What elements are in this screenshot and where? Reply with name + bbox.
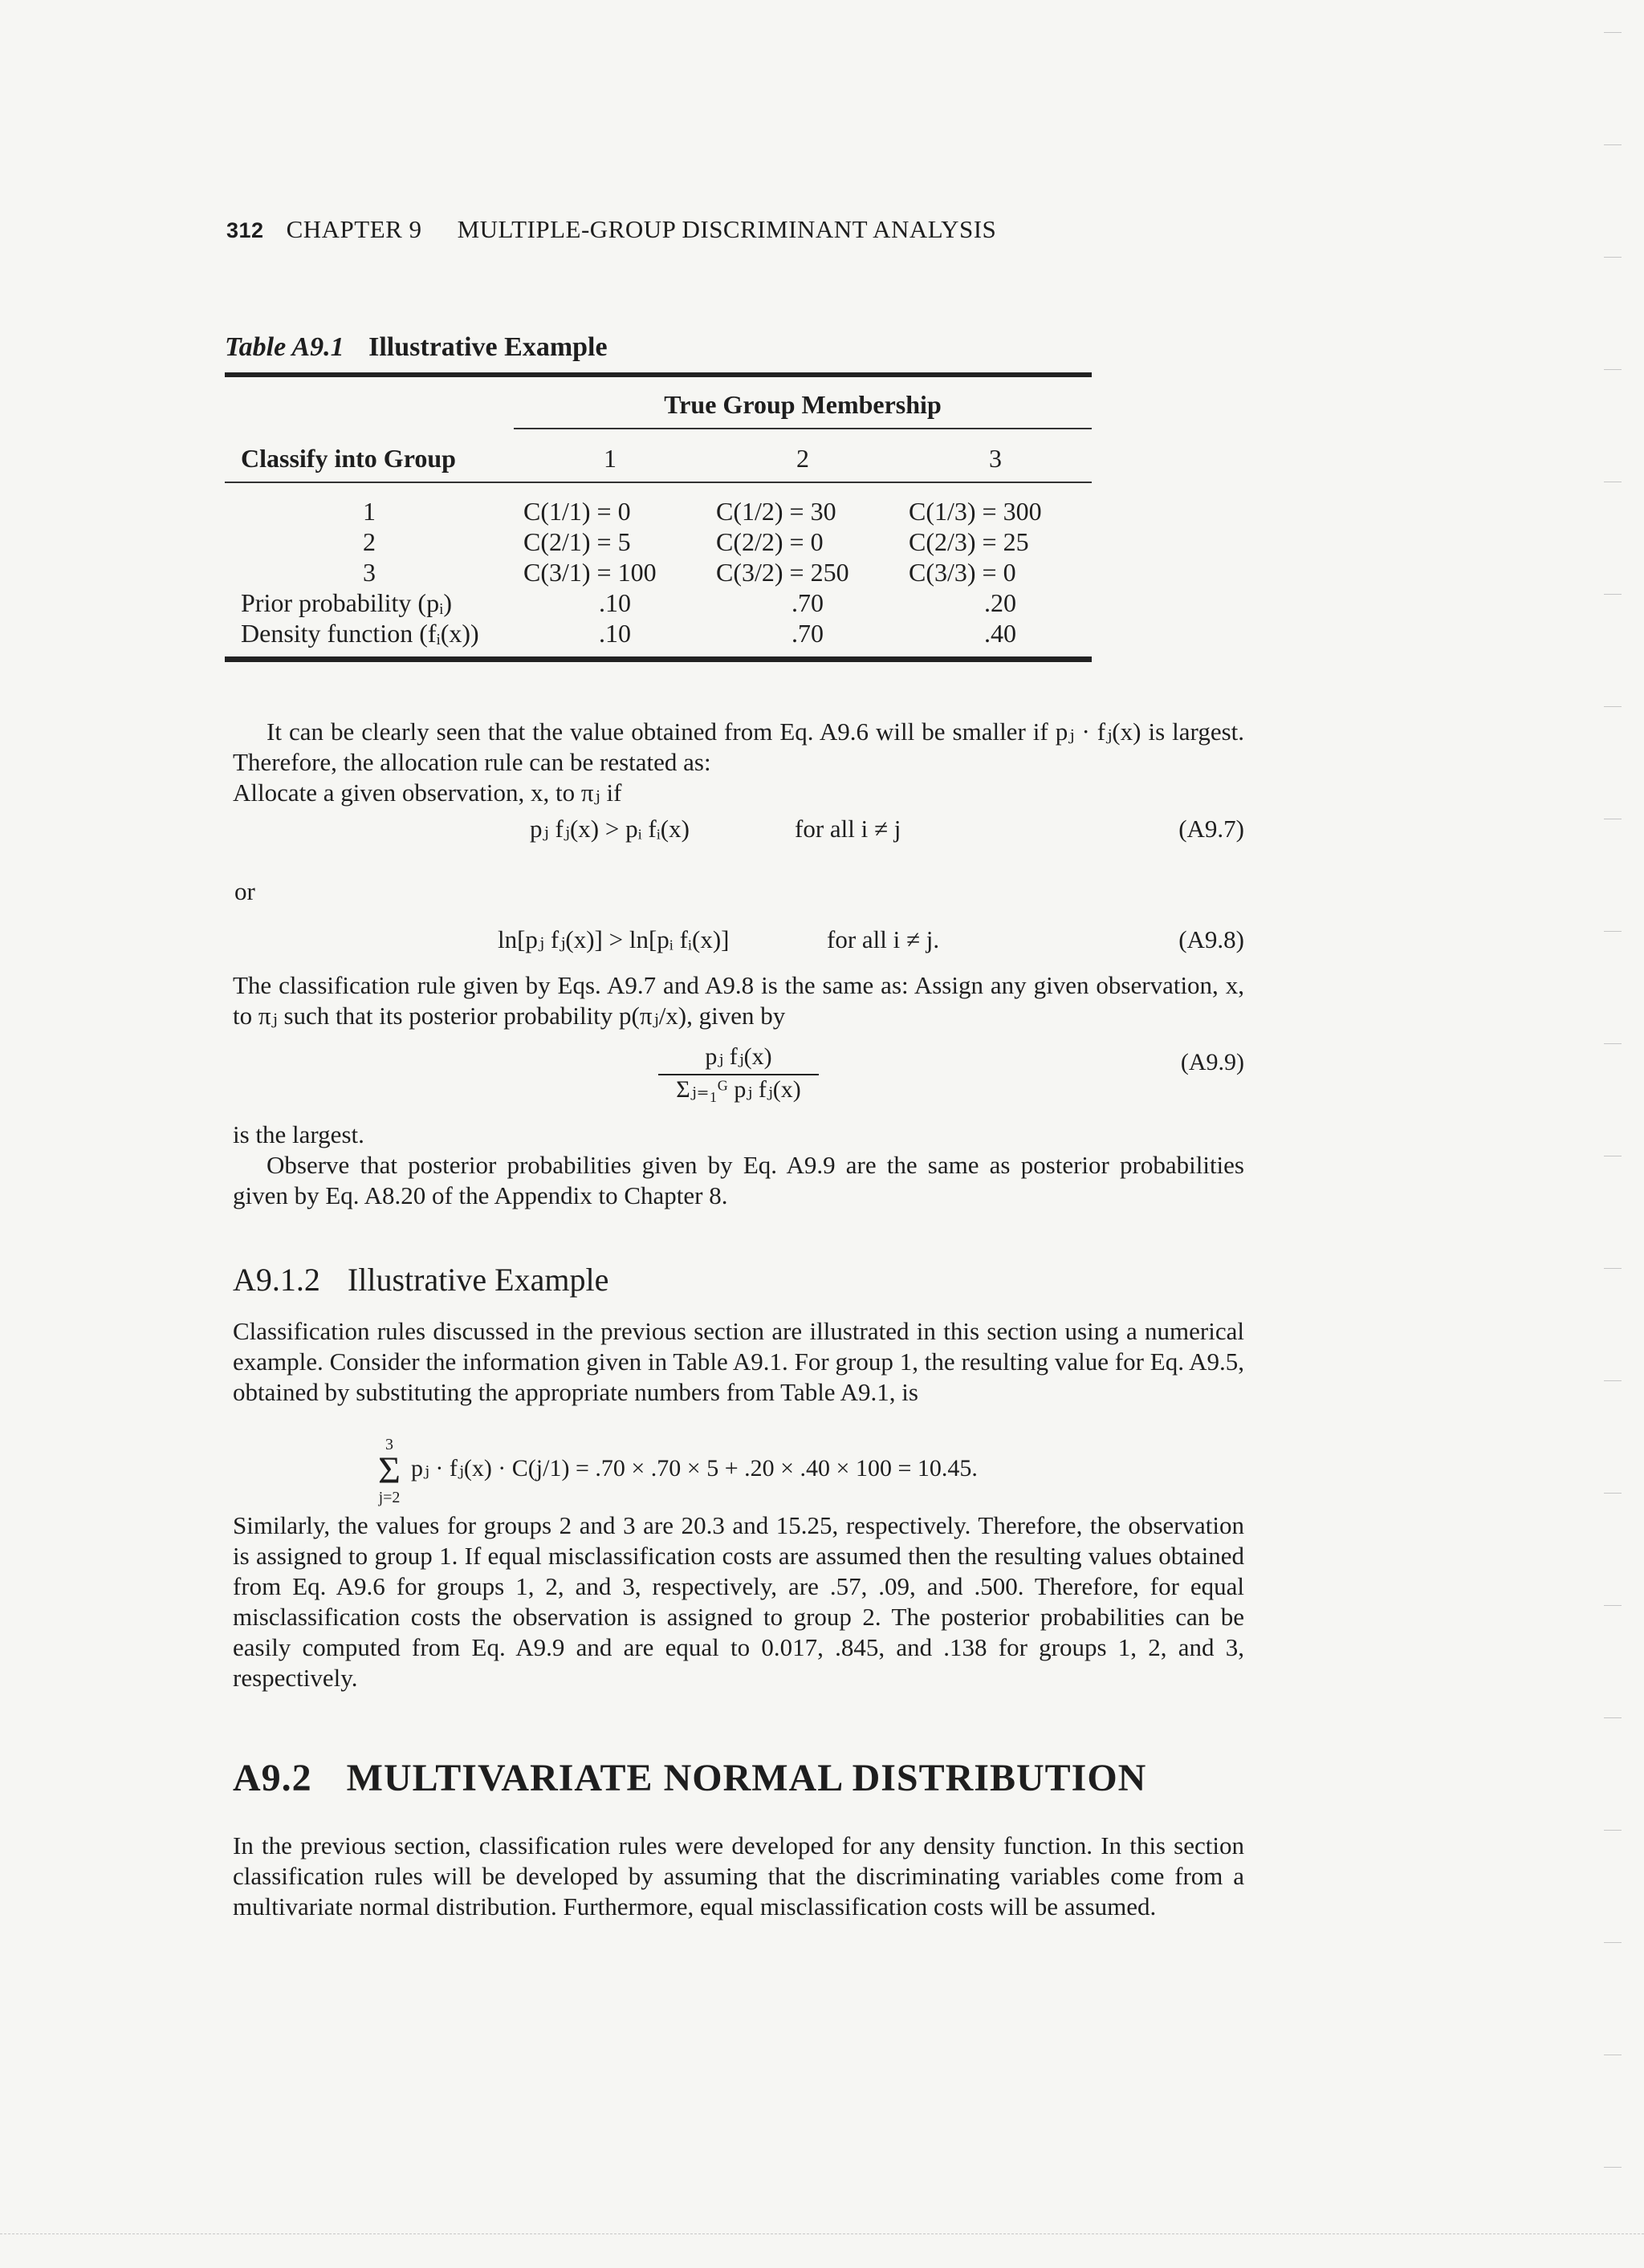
table-cell: C(3/2) = 250 [716,558,849,587]
table-cell: C(1/1) = 0 [523,497,631,526]
equation-number: (A9.8) [1178,925,1244,953]
subsection-title: Illustrative Example [347,1262,609,1298]
table-cell: .40 [984,619,1016,648]
table-caption [225,332,1244,363]
table-cell: C(2/3) = 25 [909,527,1029,556]
scan-margin-mark [1604,1605,1622,1606]
scan-margin-mark [1604,706,1622,707]
table-cell: C(2/1) = 5 [523,527,631,556]
table-header-row [225,429,1092,482]
table-number: Table A9.1 [225,332,344,362]
equation-expression: pⱼ fⱼ(x) > pᵢ fᵢ(x) [530,815,690,843]
scan-margin-mark [1604,1380,1622,1381]
equation-a9-7 [233,808,1244,853]
scan-margin-mark [1604,144,1622,145]
fraction-denominator: Σⱼ₌₁ᴳ pⱼ fⱼ(x) [676,1076,801,1103]
table-row [225,618,1092,648]
scan-bottom-edge [0,2233,1644,2234]
equation-a9-9 [233,1043,1244,1120]
scan-margin-mark [1604,369,1622,370]
running-head [226,215,1244,244]
table-cell: .10 [599,619,631,648]
table-header-rule [225,482,1092,483]
row-label: 1 [363,497,376,526]
fraction-numerator: pⱼ fⱼ(x) [658,1043,819,1075]
sum-lower-limit: j=2 [378,1489,401,1506]
column-header: 1 [604,444,616,473]
equation-condition: for all i ≠ j. [827,925,940,953]
membership-header-row [225,377,1092,428]
equation-condition: for all i ≠ j [795,815,901,843]
scan-margin-mark [1604,32,1622,33]
table-cell: .10 [599,588,631,617]
page-content [225,215,1244,1922]
paragraph: It can be clearly seen that the value obtained from Eq. A9.6 will be smaller if pⱼ · fⱼ(x) is largest. Therefore, the allocation rule can be restated as: [233,717,1244,776]
paragraph: Classification rules discussed in the previous section are illustrated in this section using a numerical example. Consider the information given in Table A9.1. For group 1, the resulting value for Eq. A9.5, obtained by substituting the appropriate numbers from Table A9.1, is [233,1317,1244,1406]
table-cell: C(1/2) = 30 [716,497,836,526]
section-heading [233,1756,1244,1800]
table-cell: .70 [791,619,824,648]
summation-equation [233,1437,1244,1510]
table-title: Illustrative Example [368,332,608,362]
table-bottom-rule [225,656,1092,662]
table-cell: C(3/1) = 100 [523,558,657,587]
table-cell: C(2/2) = 0 [716,527,824,556]
page-number: 312 [226,218,264,242]
paragraph: Similarly, the values for groups 2 and 3 are 20.3 and 15.25, respectively. Therefore, the observation is assigned to group 1. If equal misclassification costs are assumed then the resulting values obtained from Eq. A9.6 for groups 1, 2, and 3, respectively, are .57, .09, and .500. Therefore, for equal misclassification costs the observation is assigned to group 2. The posterior probabilities can be easily computed from Eq. A9.9 and are equal to 0.017, .845, and .138 for groups 1, 2, and 3, respectively. [233,1511,1244,1692]
chapter-title: MULTIPLE-GROUP DISCRIMINANT ANALYSIS [457,215,997,243]
row-label: 3 [363,558,376,587]
subsection-number: A9.1.2 [233,1262,320,1298]
table-cell: .20 [984,588,1016,617]
scan-margin-mark [1604,1043,1622,1044]
scan-margin-mark [1604,257,1622,258]
table-cell: .70 [791,588,824,617]
column-header: 2 [796,444,809,473]
row-label: Density function (fᵢ(x)) [241,619,479,648]
column-header: 3 [989,444,1002,473]
cost-table [225,372,1092,662]
scan-margin-mark [1604,2167,1622,2168]
scan-margin-mark [1604,931,1622,932]
sum-upper-limit: 3 [385,1436,393,1453]
subsection-heading [233,1261,1244,1299]
row-header: Classify into Group [241,444,456,473]
summation-sign [373,1437,405,1506]
summation-expression: pⱼ · fⱼ(x) · C(j/1) = .70 × .70 × 5 + .20 × .40 × 100 = 10.45. [411,1455,978,1482]
or-text: or [234,877,255,905]
table-row [225,496,1092,526]
paragraph: is the largest. [233,1120,364,1148]
equation-expression: ln[pⱼ fⱼ(x)] > ln[pᵢ fᵢ(x)] [498,925,730,953]
table-row [225,557,1092,587]
scan-margin-mark [1604,1493,1622,1494]
row-label: Prior probability (pᵢ) [241,588,452,617]
paragraph: Observe that posterior probabilities given by Eq. A9.9 are the same as posterior probabilities given by Eq. A8.20 of the Appendix to Chapter 8. [233,1151,1244,1209]
table-body [225,496,1092,648]
scan-margin-mark [1604,1268,1622,1269]
section-number: A9.2 [233,1757,312,1799]
paragraph: In the previous section, classification rules were developed for any density function. In this section classification rules will be developed by assuming that the discriminating variables come from a multivariate normal distribution. Furthermore, equal misclassification costs will be assumed. [233,1831,1244,1920]
posterior-fraction [658,1043,819,1104]
table-row [225,587,1092,618]
scan-margin-mark [1604,1942,1622,1943]
scan-margin-mark [1604,594,1622,595]
sigma-glyph: Σ [378,1449,401,1492]
table-cell: C(1/3) = 300 [909,497,1042,526]
section-title: MULTIVARIATE NORMAL DISTRIBUTION [346,1757,1147,1799]
equation-number: (A9.7) [1178,815,1244,843]
membership-header: True Group Membership [664,390,942,419]
chapter-label: CHAPTER 9 [286,215,422,243]
equation-a9-8 [233,917,1244,970]
scan-margin-mark [1604,1830,1622,1831]
paragraph: Allocate a given observation, x, to πⱼ if [233,778,622,807]
scan-margin-mark [1604,1717,1622,1718]
paragraph: The classification rule given by Eqs. A9.7 and A9.8 is the same as: Assign any given observation, x, to πⱼ such that its posterior probability p(πⱼ/x), given by [233,971,1244,1030]
equation-number: (A9.9) [1180,1049,1244,1075]
table-row [225,526,1092,557]
table-cell: C(3/3) = 0 [909,558,1016,587]
row-label: 2 [363,527,376,556]
